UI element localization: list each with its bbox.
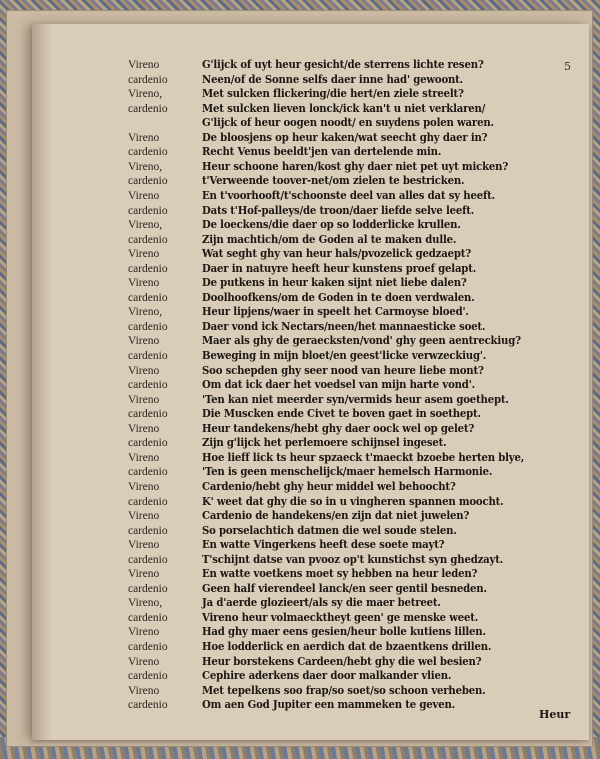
speaker-name: cardenio	[128, 291, 168, 304]
speaker-name: Vireno	[128, 335, 160, 348]
dialogue-line	[34, 218, 589, 233]
dialogue-line	[34, 291, 589, 306]
speaker-name: cardenio	[128, 466, 168, 479]
dialogue-line	[34, 364, 589, 379]
speaker-name: Vireno	[128, 655, 160, 668]
dialogue-line	[34, 349, 589, 364]
verse-text: Dats t'Hof-palleys/de troon/daer liefde selve leeft.	[202, 203, 475, 217]
speaker-name: cardenio	[128, 146, 168, 159]
speaker-name: Vireno,	[128, 88, 163, 101]
verse-text: Zijn g'lijck het perlemoere schijnsel ingeset.	[202, 436, 447, 450]
verse-text: En t'voorhooft/t'schoonste deel van alles dat sy heeft.	[202, 188, 495, 202]
dialogue-line	[34, 625, 589, 640]
dialogue-line	[34, 611, 589, 626]
dialogue-line	[34, 393, 589, 408]
dialogue-line	[34, 538, 589, 553]
dialogue-line	[34, 262, 589, 277]
speaker-name: cardenio	[128, 699, 168, 712]
speaker-name: cardenio	[128, 175, 168, 188]
verse-text: Om aen God Jupiter een mammeken te geven.	[202, 698, 455, 712]
dialogue-line	[34, 73, 589, 88]
dialogue-line	[34, 567, 589, 582]
verse-text: Met tepelkens soo frap/so soet/so schoon verheben.	[202, 683, 486, 697]
dialogue-line	[34, 233, 589, 248]
verse-text: Zijn machtich/om de Goden al te maken dulle.	[202, 232, 457, 246]
speaker-name: Vireno	[128, 510, 160, 523]
verse-text: Die Muscken ende Civet te boven gaet in soethept.	[202, 407, 481, 421]
verse-text: Ja d'aerde glozieert/als sy die maer betreet.	[202, 596, 441, 610]
dialogue-line	[34, 436, 589, 451]
speaker-name: cardenio	[128, 524, 168, 537]
speaker-name: cardenio	[128, 611, 168, 624]
verse-text: 'Ten is geen menschelijck/maer hemelsch Harmonie.	[202, 465, 493, 479]
dialogue-line	[34, 465, 589, 480]
verse-text: So porselachtich datmen die wel soude stelen.	[202, 523, 457, 537]
dialogue-line	[34, 204, 589, 219]
verse-text: Beweging in mijn bloet/en geest'licke verwzeckiug'.	[202, 349, 487, 362]
verse-text: Vireno heur volmaecktheyt geen' ge menske weet.	[202, 610, 479, 624]
verse-text: De bloosjens op heur kaken/wat seecht ghy daer in?	[202, 130, 488, 144]
speaker-name: cardenio	[128, 379, 168, 392]
verse-text: De putkens in heur kaken sijnt niet liebe dalen?	[202, 276, 467, 290]
verse-text: En watte Vingerkens heeft dese soete mayt?	[202, 538, 445, 552]
dialogue-line	[34, 422, 589, 437]
verse-text: Soo schepden ghy seer nood van heure liebe mont?	[202, 363, 484, 377]
verse-text: Daer in natuyre heeft heur kunstens proef gelapt.	[202, 261, 477, 275]
speaker-name: Vireno	[128, 277, 160, 290]
speaker-name: cardenio	[128, 320, 168, 333]
verse-text: Cephire aderkens daer door malkander vlien.	[202, 669, 452, 683]
dialogue-line	[34, 174, 589, 189]
speaker-name: Vireno	[128, 539, 160, 552]
verse-text: Heur schoone haren/kost ghy daer niet pet uyt micken?	[202, 159, 509, 173]
verse-text: T'schijnt datse van pvooz op't kunstichst syn ghedzayt.	[202, 552, 504, 566]
speaker-name: Vireno	[128, 131, 160, 144]
verse-text: Cardenio/hebt ghy heur middel wel behoocht?	[202, 479, 456, 493]
dialogue-line	[34, 524, 589, 539]
dialogue-line	[34, 276, 589, 291]
speaker-name: cardenio	[128, 204, 168, 217]
speaker-name: Vireno	[128, 568, 160, 581]
speaker-name: Vireno	[128, 248, 160, 261]
verse-text: Met sulcken flickering/die hert/en ziele streelt?	[202, 87, 464, 101]
dialogue-line	[34, 334, 589, 349]
dialogue-line	[34, 145, 589, 160]
verse-text: K' weet dat ghy die so in u vingheren spannen moocht.	[202, 494, 504, 508]
speaker-name: Vireno	[128, 626, 160, 639]
dialogue-line	[34, 378, 589, 393]
verse-text: 'Ten kan niet meerder syn/vermids heur asem goethept.	[202, 392, 509, 406]
dialogue-line	[34, 189, 589, 204]
verse-text: Hoe lodderlick en aerdich dat de bzaentkens drillen.	[202, 640, 492, 653]
verse-text: Daer vond ick Nectars/neen/het mannaesticke soet.	[202, 319, 486, 333]
page-corner-mark: 5	[564, 60, 571, 73]
speaker-name: cardenio	[128, 582, 168, 595]
verse-text: En watte voetkens moet sy hebben na heur leden?	[202, 567, 478, 581]
speaker-name: Vireno,	[128, 160, 163, 173]
dialogue-line	[34, 160, 589, 175]
dialogue-line	[34, 640, 589, 655]
speaker-name: cardenio	[128, 102, 168, 115]
dialogue-line	[34, 305, 589, 320]
speaker-name: cardenio	[128, 641, 168, 653]
dialogue-line	[34, 684, 589, 699]
speaker-name: cardenio	[128, 262, 168, 275]
speaker-name: cardenio	[128, 495, 168, 508]
speaker-name: Vireno	[128, 422, 160, 435]
verse-text: Had ghy maer eens gesien/heur bolle kutiens lillen.	[202, 625, 486, 639]
speaker-name: Vireno	[128, 59, 160, 71]
verse-text: Neen/of de Sonne selfs daer inne had' gewoont.	[202, 72, 464, 86]
verse-text: Cardenio de handekens/en zijn dat niet juwelen?	[202, 509, 470, 523]
verse-text: Heur tandekens/hebt ghy daer oock wel op gelet?	[202, 421, 475, 435]
verse-text: G'lijck of uyt heur gesicht/de sterrens lichte resen?	[202, 58, 484, 71]
dialogue-line	[34, 596, 589, 611]
speaker-name: cardenio	[128, 553, 168, 566]
verse-text: Doolhoofkens/om de Goden in te doen verdwalen.	[202, 290, 475, 304]
verse-text: Wat seght ghy van heur hals/pvozelick gedzaept?	[202, 247, 471, 261]
dialogue-line	[34, 451, 589, 466]
dialogue-line	[34, 131, 589, 146]
dialogue-line	[34, 509, 589, 524]
dialogue-line	[34, 553, 589, 568]
dialogue-line	[34, 407, 589, 422]
dialogue-line	[34, 247, 589, 262]
verse-text: Recht Venus beeldt'jen van dertelende min.	[202, 145, 442, 159]
speaker-name: Vireno	[128, 189, 160, 202]
speaker-name: Vireno,	[128, 219, 163, 232]
speaker-name: Vireno	[128, 480, 160, 493]
dialogue-line	[34, 87, 589, 102]
dialogue-line	[34, 669, 589, 684]
dialogue-line	[34, 58, 589, 73]
speaker-name: Vireno,	[128, 597, 163, 610]
verse-text: t'Verweende toover-net/om zielen te bestricken.	[202, 174, 465, 188]
speaker-name: cardenio	[128, 233, 168, 246]
verse-text: Heur borstekens Cardeen/hebt ghy die wel besien?	[202, 654, 482, 668]
dialogue-line	[34, 698, 589, 713]
dialogue-line	[34, 320, 589, 335]
verse-text: Met sulcken lieven lonck/ick kan't u niet verklaren/	[202, 101, 486, 115]
dialogue-line	[34, 495, 589, 510]
dialogue-line	[34, 655, 589, 670]
speaker-name: cardenio	[128, 408, 168, 421]
verse-text: Heur lipjens/waer in speelt het Carmoyse bloed'.	[202, 305, 469, 319]
speaker-name: cardenio	[128, 437, 168, 450]
dialogue-line	[34, 480, 589, 495]
verse-text: Hoe lieff lick ts heur spzaeck t'maeckt bzoebe herten blye,	[202, 450, 525, 464]
speaker-name: Vireno	[128, 684, 160, 697]
dialogue-line	[34, 582, 589, 597]
speaker-name: cardenio	[128, 73, 168, 86]
verse-text: Geen half vierendeel lanck/en seer gentil besneden.	[202, 581, 487, 595]
verse-text: Maer als ghy de geraecksten/vond' ghy geen aentreckiug?	[202, 334, 521, 348]
speaker-name: Vireno,	[128, 306, 163, 319]
verse-text: De loeckens/die daer op so lodderlicke krullen.	[202, 218, 461, 232]
speaker-name: cardenio	[128, 350, 168, 362]
dialogue-line	[34, 102, 589, 117]
dialogue-line	[34, 116, 589, 131]
speaker-name: Vireno	[128, 364, 160, 377]
book-page	[32, 24, 589, 740]
speaker-name: Vireno	[128, 393, 160, 406]
verse-text: G'lijck of heur oogen noodt/ en suydens polen waren.	[202, 116, 494, 130]
speaker-name: Vireno	[128, 451, 160, 464]
speaker-name: cardenio	[128, 670, 168, 683]
verse-text: Om dat ick daer het voedsel van mijn harte vond'.	[202, 378, 475, 392]
catchword: Heur	[539, 708, 571, 721]
